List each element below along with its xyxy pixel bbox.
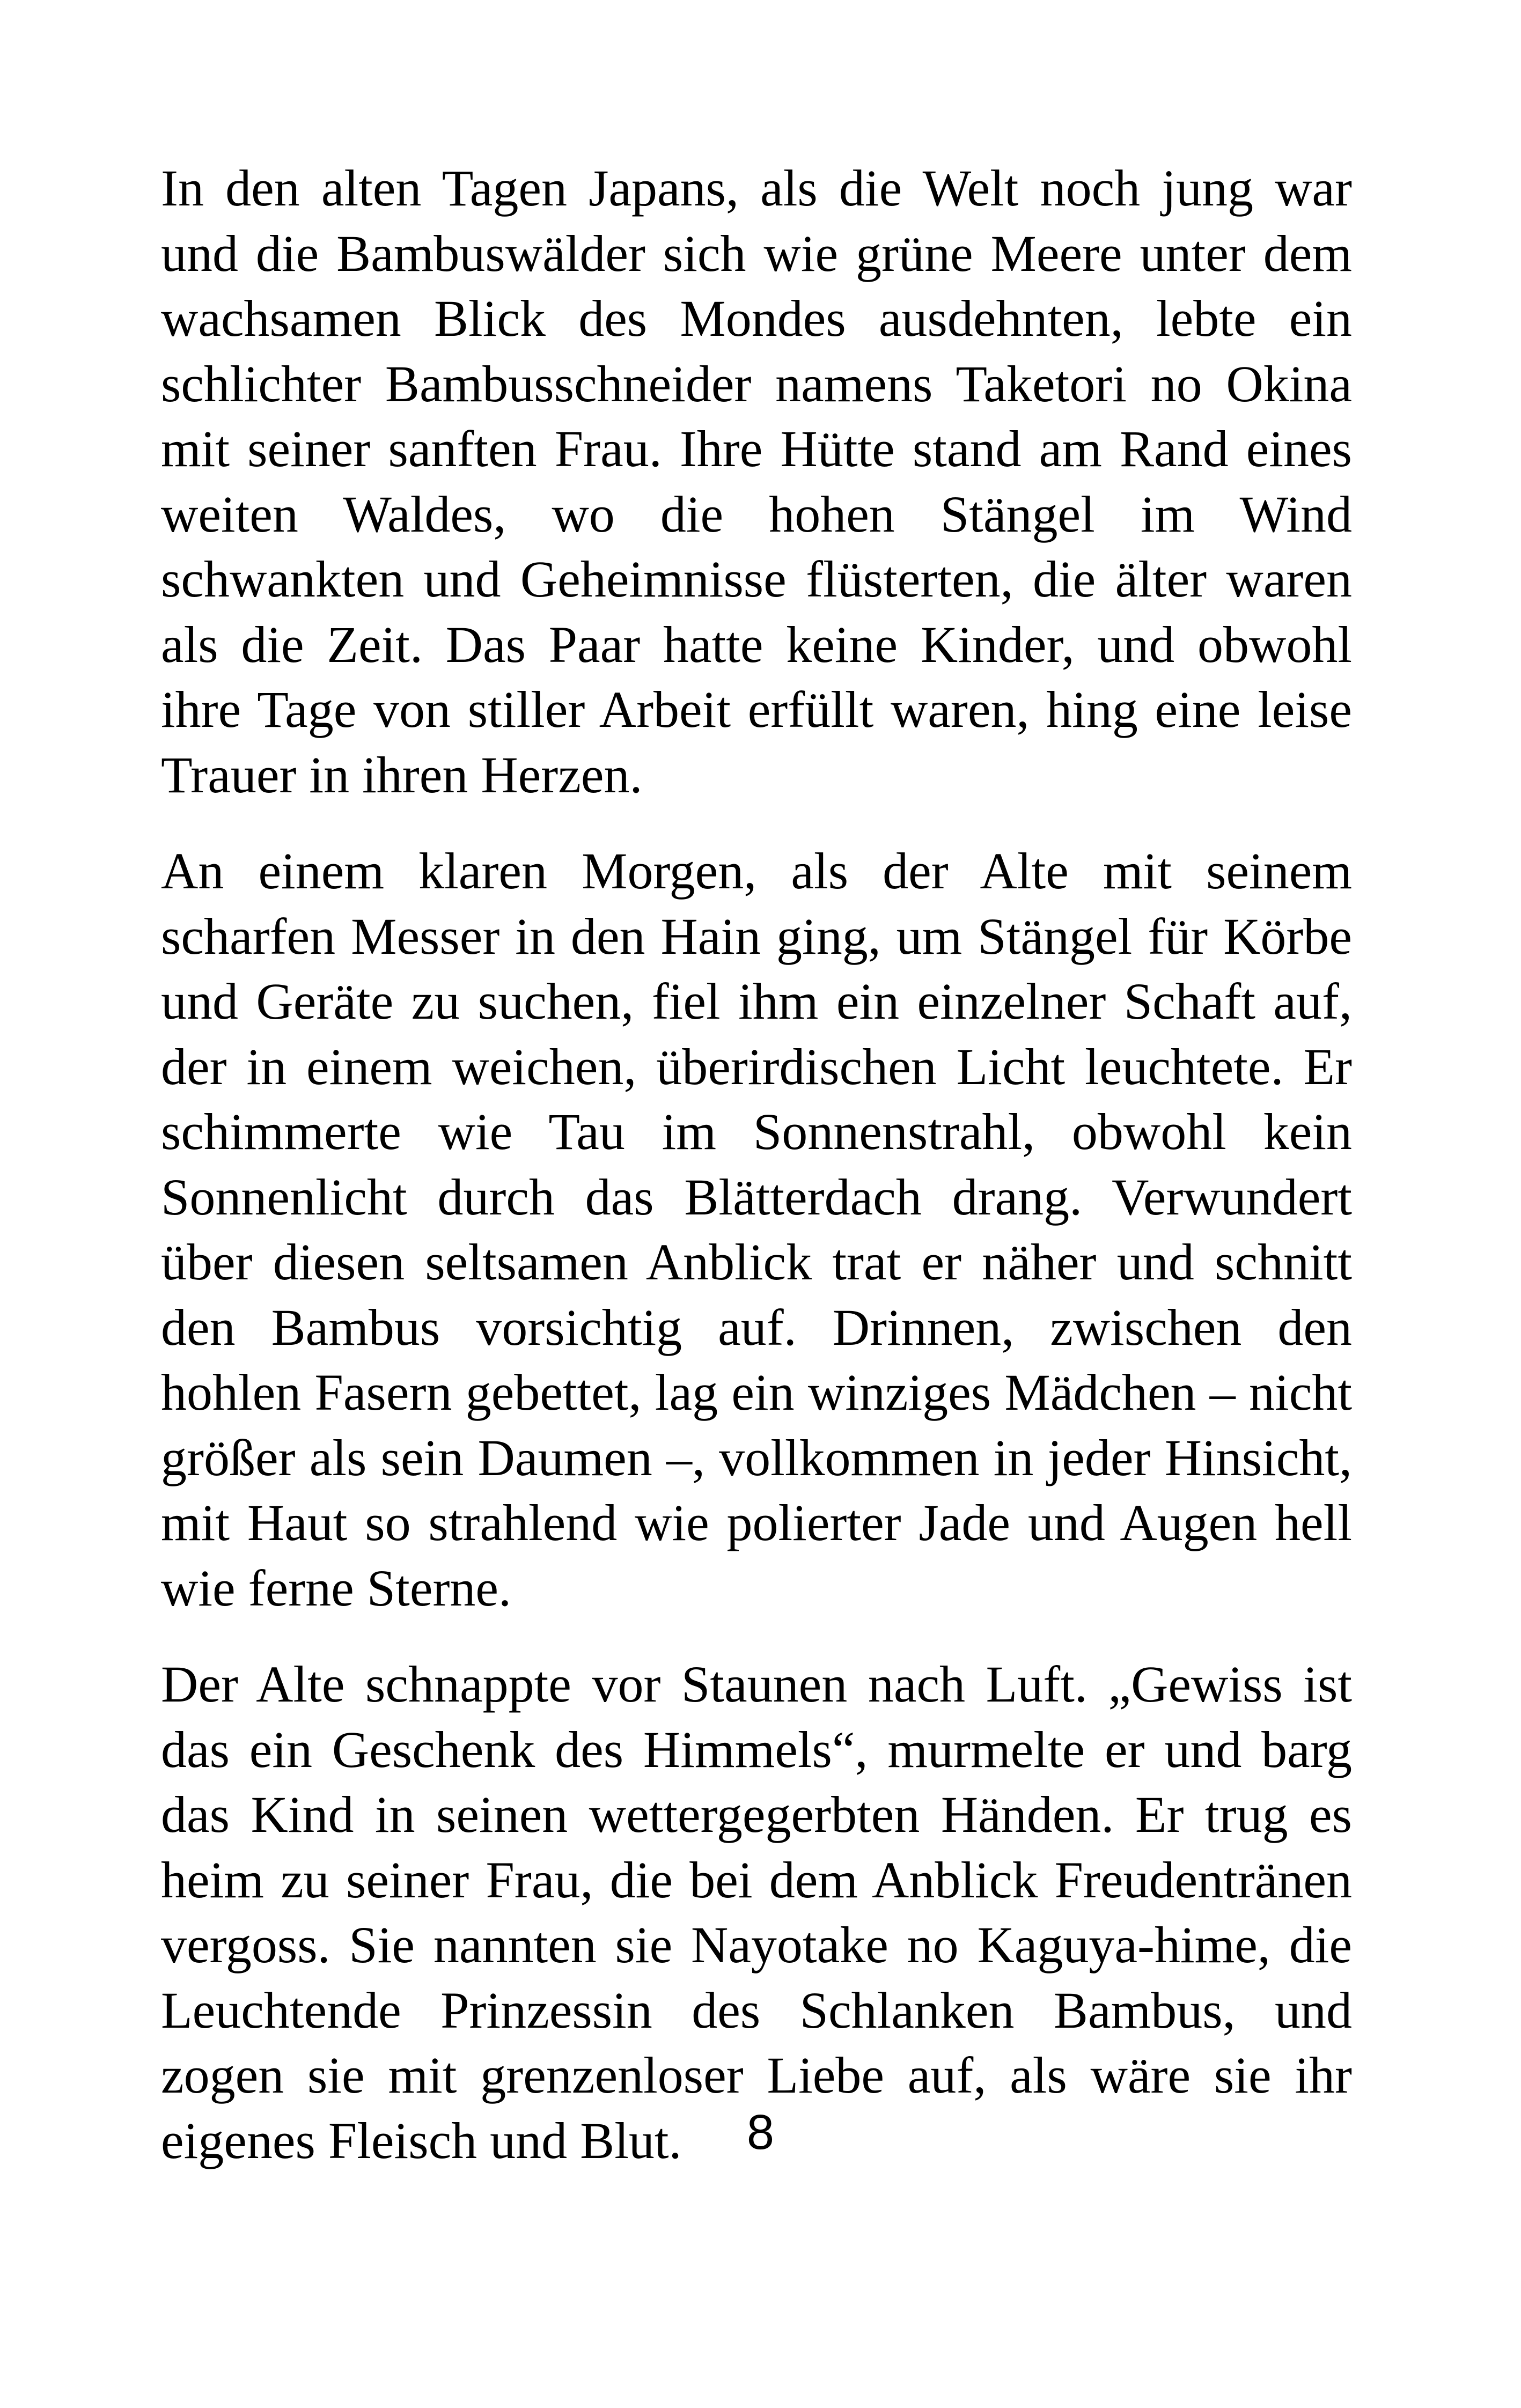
paragraph-1: In den alten Tagen Japans, als die Welt noch jung war und die Bambuswälder sich wie grüne Meere unter dem wachsamen Blick des Mondes ausdehnten, lebte ein schlichter Bambusschneider namens Taketori no Okina mit seiner sanften Frau. Ihre Hütte stand am Rand eines weiten Waldes, wo die hohen Stängel im Wind schwankten und Geheimnisse flüsterten, die älter waren als die Zeit. Das Paar hatte keine Kinder, und obwohl ihre Tage von stiller Arbeit erfüllt waren, hing eine leise Trauer in ihren Herzen. <box>161 159 1352 804</box>
page-number: 8 <box>746 2105 775 2160</box>
body-text <box>161 156 1352 2204</box>
paragraph-3: Der Alte schnappte vor Staunen nach Luft. „Gewiss ist das ein Geschenk des Himmels“, murmelte er und barg das Kind in seinen wettergegerbten Händen. Er trug es heim zu seiner Frau, die bei dem Anblick Freudentränen vergoss. Sie nannten sie Nayotake no Kaguya-hime, die Leuchtende Prinzessin des Schlanken Bambus, und zogen sie mit grenzenloser Liebe auf, als wäre sie ihr eigenes Fleisch und Blut. <box>161 1655 1352 2169</box>
paragraph-2: An einem klaren Morgen, als der Alte mit seinem scharfen Messer in den Hain ging, um Stängel für Körbe und Geräte zu suchen, fiel ihm ein einzelner Schaft auf, der in einem weichen, überirdischen Licht leuchtete. Er schimmerte wie Tau im Sonnenstrahl, obwohl kein Sonnenlicht durch das Blätterdach drang. Verwundert über diesen seltsamen Anblick trat er näher und schnitt den Bambus vorsichtig auf. Drinnen, zwischen den hohlen Fasern gebettet, lag ein winziges Mädchen – nicht größer als sein Daumen –, vollkommen in jeder Hinsicht, mit Haut so strahlend wie polierter Jade und Augen hell wie ferne Sterne. <box>161 842 1352 1617</box>
